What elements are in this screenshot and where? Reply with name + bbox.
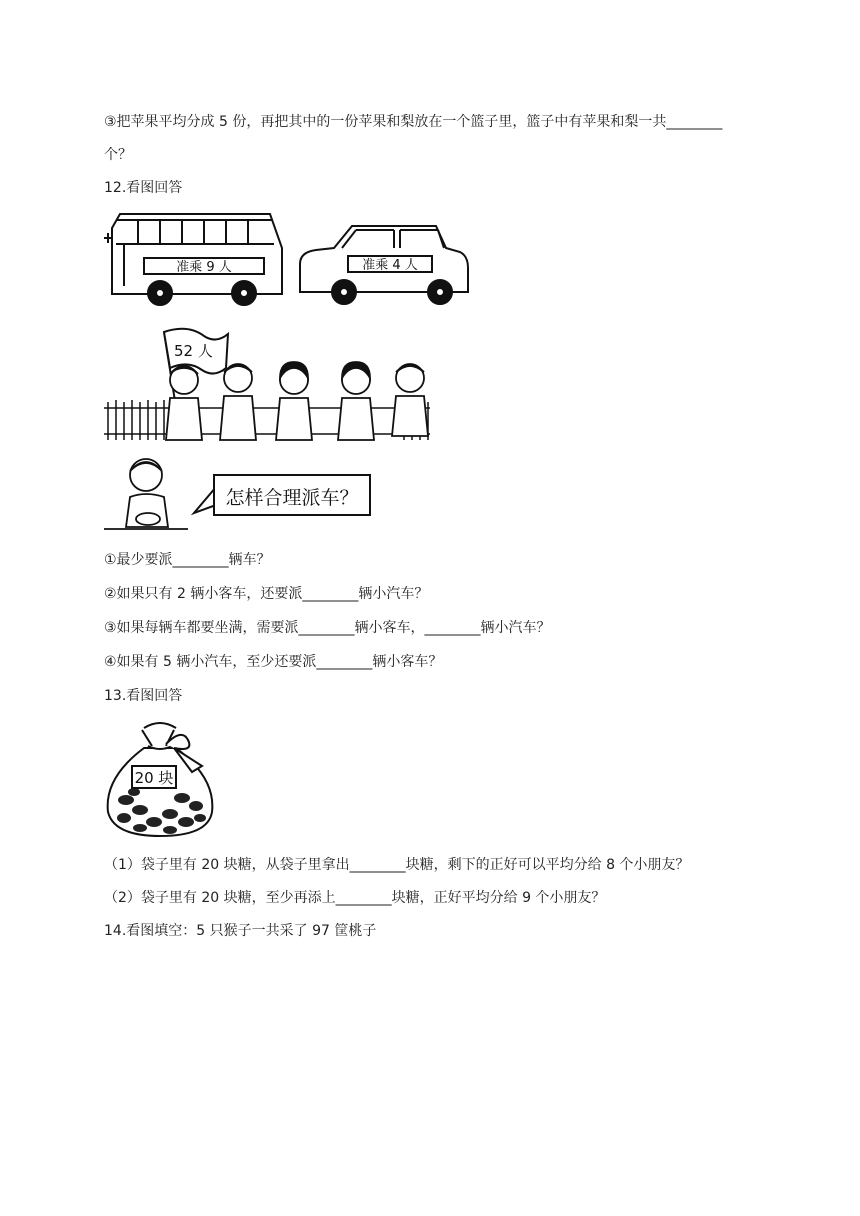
- children-group: [166, 362, 428, 440]
- children-with-flag-illustration: [104, 322, 434, 447]
- bag-label: 20 块: [134, 769, 174, 787]
- child-1: [166, 366, 202, 440]
- child-3: [276, 362, 312, 440]
- q13-item-1: （1）袋子里有 20 块糖，从袋子里拿出________块糖，剩下的正好可以平均分给 8 个小朋友？: [104, 857, 690, 873]
- fence: [104, 400, 430, 440]
- q12-heading: 12.看图回答: [104, 180, 183, 196]
- child-5: [392, 364, 428, 436]
- q12-item-3: ③如果每辆车都要坐满，需要派________辆小客车，________辆小汽车？: [104, 620, 551, 636]
- q12-item-4: ④如果有 5 辆小汽车，至少还要派________辆小客车？: [104, 654, 443, 670]
- q11-item3-line1: ③把苹果平均分成 5 份，再把其中的一份苹果和梨放在一个篮子里，篮子中有苹果和梨一共________: [104, 114, 723, 130]
- bus-and-car-illustration: [104, 208, 474, 308]
- q13-heading: 13.看图回答: [104, 688, 183, 704]
- teacher: [104, 459, 188, 529]
- q11-item3-line2: 个？: [104, 147, 132, 163]
- candy-bag-illustration: [104, 718, 218, 838]
- teacher-illustration: [104, 455, 374, 533]
- car-sign: 准乘 4 人: [362, 258, 418, 273]
- bus-sign: 准乘 9 人: [176, 260, 232, 275]
- q14-heading: 14.看图填空：5 只猴子一共采了 97 筐桃子: [104, 923, 377, 939]
- flag-text: 52 人: [174, 342, 213, 360]
- speech-text: 怎样合理派车？: [225, 487, 359, 509]
- q13-item-2: （2）袋子里有 20 块糖，至少再添上________块糖，正好平均分给 9 个小朋友？: [104, 890, 606, 906]
- child-2: [220, 364, 256, 440]
- q12-item-2: ②如果只有 2 辆小客车，还要派________辆小汽车？: [104, 586, 429, 602]
- q12-item-1: ①最少要派________辆车？: [104, 552, 271, 568]
- child-4: [338, 362, 374, 440]
